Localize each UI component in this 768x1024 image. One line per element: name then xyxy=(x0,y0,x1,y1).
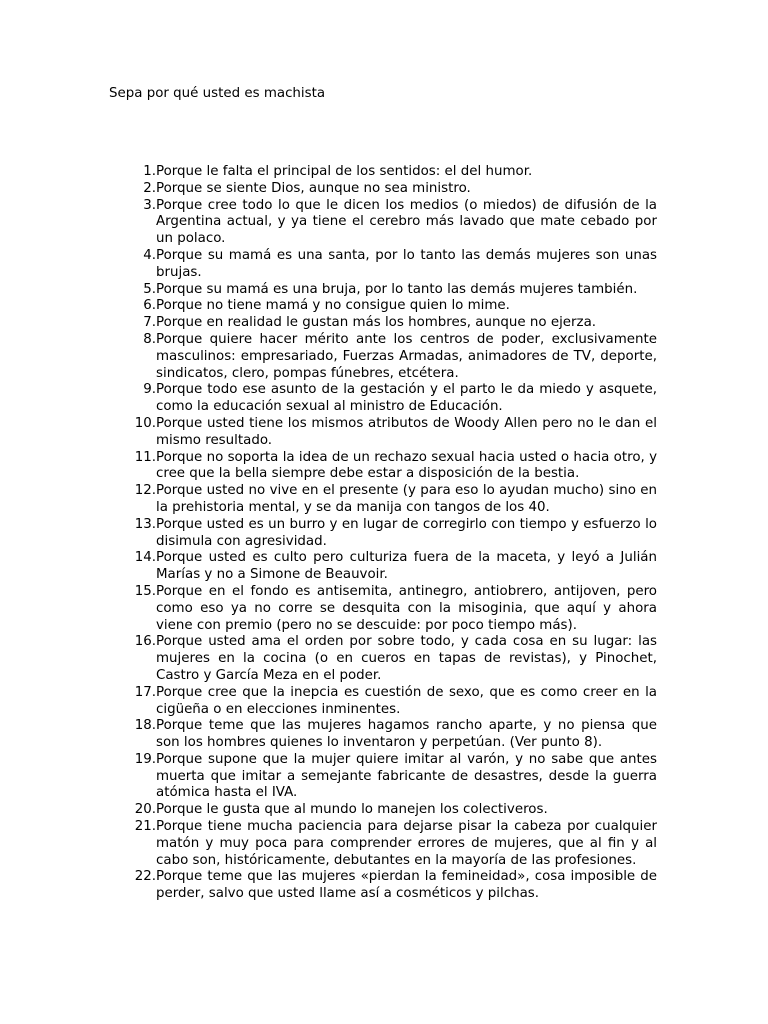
list-item xyxy=(118,416,657,450)
list-item xyxy=(118,450,657,484)
document-title: Sepa por qué usted es machista xyxy=(109,86,326,101)
list-item-number: 5. xyxy=(143,281,156,297)
list-item-text: Porque le falta el principal de los sentidos: el del humor. xyxy=(156,164,533,179)
list-item-number: 15. xyxy=(134,583,156,599)
list-item-number: 8. xyxy=(143,331,156,347)
list-item-text: Porque cree todo lo que le dicen los medios (o miedos) de difusión de la Argentina actual, y ya tiene el cerebro más lavado que mate cebado por un polaco. xyxy=(156,197,657,247)
list-item-number: 2. xyxy=(143,180,156,196)
reasons-list xyxy=(118,164,657,903)
list-item-number: 3. xyxy=(143,197,156,213)
list-item-number: 9. xyxy=(143,382,156,398)
list-item-text: Porque teme que las mujeres «pierdan la femineidad», cosa imposible de perder, salvo que usted llame así a cosméticos y pilchas. xyxy=(156,869,657,902)
list-item-number: 7. xyxy=(143,315,156,331)
list-item xyxy=(118,282,657,299)
list-item xyxy=(118,315,657,332)
list-item-number: 6. xyxy=(143,298,156,314)
list-item-number: 4. xyxy=(143,247,156,263)
list-item xyxy=(118,802,657,819)
list-item xyxy=(118,382,657,416)
list-item-text: Porque tiene mucha paciencia para dejarse pisar la cabeza por cualquier matón y muy poca para comprender errores de mujeres, que al fin y al cabo son, históricamente, debutantes en la mayoría de las profesiones. xyxy=(156,819,657,868)
list-item-text: Porque se siente Dios, aunque no sea ministro. xyxy=(156,180,471,196)
list-item-text: Porque todo ese asunto de la gestación y el parto le da miedo y asquete, como la educación sexual al ministro de Educación. xyxy=(156,382,657,415)
list-item xyxy=(118,718,657,752)
list-item-text: Porque le gusta que al mundo lo manejen los colectiveros. xyxy=(156,802,548,818)
list-item-text: Porque su mamá es una bruja, por lo tanto las demás mujeres también. xyxy=(156,281,638,297)
list-item xyxy=(118,550,657,584)
list-item-number: 21. xyxy=(134,819,156,835)
list-item-text: Porque su mamá es una santa, por lo tanto las demás mujeres son unas brujas. xyxy=(156,247,657,280)
list-item-number: 17. xyxy=(134,684,156,700)
list-item-text: Porque no soporta la idea de un rechazo sexual hacia usted o hacia otro, y cree que la bella siempre debe estar a disposición de la bestia. xyxy=(156,449,657,482)
list-item-number: 13. xyxy=(134,516,156,532)
list-item-number: 22. xyxy=(134,869,156,885)
list-item-text: Porque en el fondo es antisemita, antinegro, antiobrero, antijoven, pero como eso ya no corre se desquita con la misoginia, que aquí y ahora viene con premio (pero no se descuide: por poco tiempo más). xyxy=(156,583,657,633)
list-item xyxy=(118,298,657,315)
list-item xyxy=(118,869,657,903)
list-item-text: Porque usted no vive en el presente (y para eso lo ayudan mucho) sino en la prehistoria mental, y se da manija con tangos de los 40. xyxy=(156,483,657,515)
list-item-number: 1. xyxy=(143,164,156,179)
list-item xyxy=(118,181,657,198)
list-item-number: 11. xyxy=(134,449,156,465)
list-item-text: Porque no tiene mamá y no consigue quien lo mime. xyxy=(156,298,510,314)
list-item-text: Porque cree que la inepcia es cuestión de sexo, que es como creer en la cigüeña o en elecciones inminentes. xyxy=(156,684,657,717)
list-item-text: Porque supone que la mujer quiere imitar al varón, y no sabe que antes muerta que imitar a semejante fabricante de desastres, desde la guerra atómica hasta el IVA. xyxy=(156,751,657,801)
list-item-number: 20. xyxy=(134,802,156,818)
list-item-number: 16. xyxy=(134,634,156,650)
list-item xyxy=(118,483,657,517)
list-item-text: Porque usted es un burro y en lugar de corregirlo con tiempo y esfuerzo lo disimula con agresividad. xyxy=(156,516,657,549)
list-item-text: Porque en realidad le gustan más los hombres, aunque no ejerza. xyxy=(156,315,597,331)
list-item-number: 12. xyxy=(134,483,156,499)
list-item xyxy=(118,332,657,382)
list-item-text: Porque usted ama el orden por sobre todo, y cada cosa en su lugar: las mujeres en la cocina (o en cueros en tapas de revistas), y Pinochet, Castro y García Meza en el poder. xyxy=(156,634,657,683)
list-item-text: Porque quiere hacer mérito ante los centros de poder, exclusivamente masculinos: empresariado, Fuerzas Armadas, animadores de TV, deporte, sindicatos, clero, pompas fúnebres, etcétera. xyxy=(156,331,657,381)
list-item xyxy=(118,685,657,719)
list-item xyxy=(118,517,657,551)
list-item xyxy=(118,752,657,802)
list-item-number: 14. xyxy=(134,550,156,566)
list-item xyxy=(118,198,657,248)
list-item-number: 18. xyxy=(134,718,156,734)
list-item xyxy=(118,584,657,634)
list-item xyxy=(118,819,657,869)
list-item xyxy=(118,634,657,684)
list-item-text: Porque usted tiene los mismos atributos de Woody Allen pero no le dan el mismo resultado. xyxy=(156,415,657,448)
list-item xyxy=(118,248,657,282)
list-item-text: Porque teme que las mujeres hagamos rancho aparte, y no piensa que son los hombres quienes lo inventaron y perpetúan. (Ver punto 8). xyxy=(156,718,657,751)
list-item-number: 10. xyxy=(134,415,156,431)
list-item-number: 19. xyxy=(134,751,156,767)
list-item-text: Porque usted es culto pero culturiza fuera de la maceta, y leyó a Julián Marías y no a Simone de Beauvoir. xyxy=(156,550,657,583)
list-item xyxy=(118,164,657,181)
